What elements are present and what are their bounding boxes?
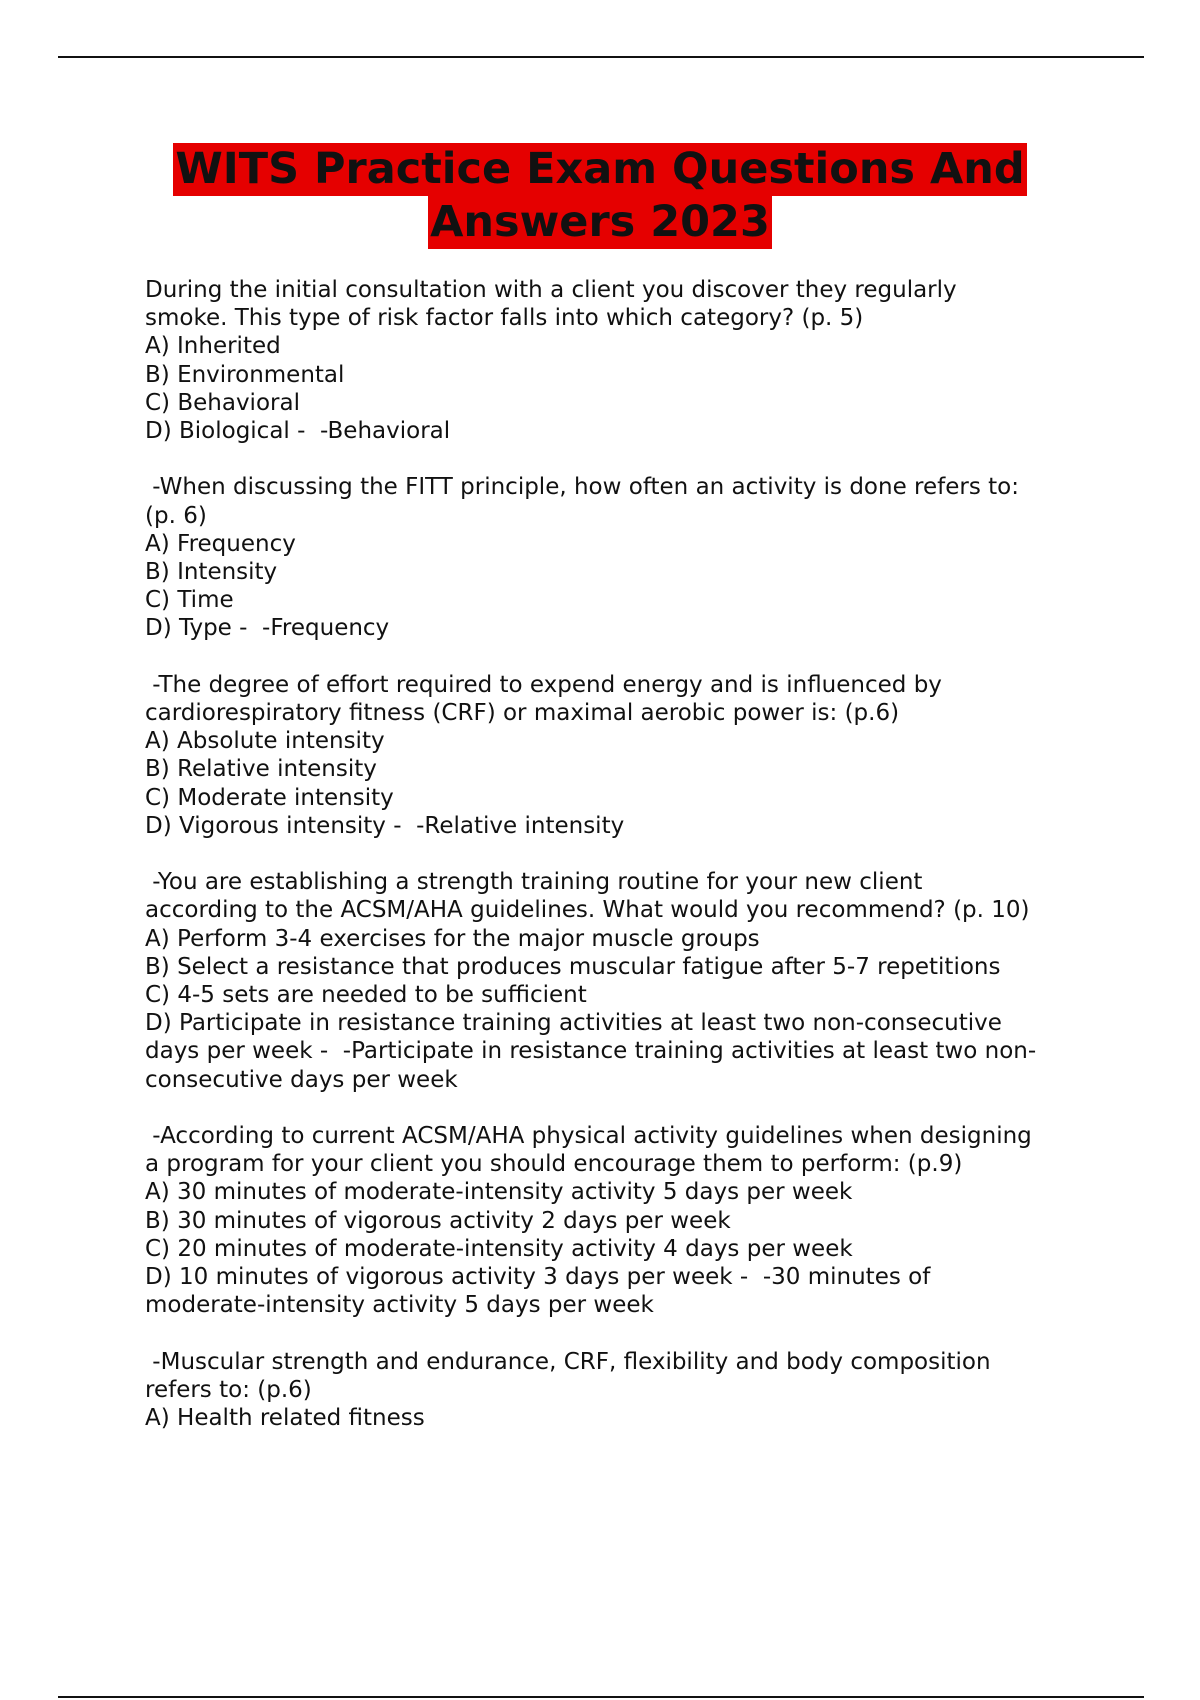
answer-option: D) Vigorous intensity - -Relative intensity <box>145 812 625 839</box>
question-text: a program for your client you should encourage them to perform: (p.9) <box>145 1151 963 1178</box>
answer-option: A) Frequency <box>145 530 296 557</box>
answer-option: D) Participate in resistance training activities at least two non-consecutive <box>145 1010 1002 1037</box>
question-text: -The degree of effort required to expend energy and is influenced by <box>145 671 942 698</box>
answer-option: moderate-intensity activity 5 days per week <box>145 1292 654 1319</box>
answer-option: D) 10 minutes of vigorous activity 3 days per week - -30 minutes of <box>145 1264 931 1291</box>
question-text: refers to: (p.6) <box>145 1376 312 1403</box>
answer-option: C) 4-5 sets are needed to be sufficient <box>145 982 587 1009</box>
bottom-rule <box>58 1696 1144 1698</box>
question-text: -You are establishing a strength training routine for your new client <box>145 869 923 896</box>
title-line-1: WITS Practice Exam Questions And <box>175 144 1025 194</box>
answer-option: B) 30 minutes of vigorous activity 2 days per week <box>145 1207 731 1234</box>
title-line-2: Answers 2023 <box>430 197 770 247</box>
question-block-4 <box>145 868 1105 1094</box>
answer-option: A) Health related fitness <box>145 1405 425 1432</box>
question-text: according to the ACSM/AHA guidelines. What would you recommend? (p. 10) <box>145 897 1030 924</box>
answer-option: C) 20 minutes of moderate-intensity activity 4 days per week <box>145 1235 853 1262</box>
question-block-3 <box>145 671 1105 840</box>
question-block-5 <box>145 1122 1105 1319</box>
answer-option: A) Inherited <box>145 333 281 360</box>
answer-option: days per week - -Participate in resistance training activities at least two non- <box>145 1038 1037 1065</box>
question-block-1 <box>145 276 1105 445</box>
answer-option: C) Moderate intensity <box>145 784 394 811</box>
question-text: cardiorespiratory fitness (CRF) or maximal aerobic power is: (p.6) <box>145 700 900 727</box>
question-text: -When discussing the FITT principle, how often an activity is done refers to: <box>145 474 1019 501</box>
answer-option: A) Absolute intensity <box>145 728 385 755</box>
answer-option: B) Select a resistance that produces muscular fatigue after 5-7 repetitions <box>145 953 1001 980</box>
question-text: -According to current ACSM/AHA physical activity guidelines when designing <box>145 1123 1032 1150</box>
answer-option: D) Biological - -Behavioral <box>145 418 451 445</box>
question-text: -Muscular strength and endurance, CRF, flexibility and body composition <box>145 1348 991 1375</box>
answer-option: B) Environmental <box>145 361 345 388</box>
question-text: (p. 6) <box>145 502 207 529</box>
top-rule <box>58 56 1144 58</box>
document-body <box>145 276 1105 1460</box>
answer-option: B) Intensity <box>145 559 278 586</box>
answer-option: B) Relative intensity <box>145 756 377 783</box>
answer-option: consecutive days per week <box>145 1066 458 1093</box>
answer-option: A) Perform 3-4 exercises for the major muscle groups <box>145 925 760 952</box>
answer-option: D) Type - -Frequency <box>145 615 390 642</box>
answer-option: C) Behavioral <box>145 389 300 416</box>
question-text: smoke. This type of risk factor falls into which category? (p. 5) <box>145 305 864 332</box>
answer-option: C) Time <box>145 587 234 614</box>
question-text: During the initial consultation with a client you discover they regularly <box>145 277 957 303</box>
question-block-2 <box>145 473 1105 642</box>
document-title <box>0 143 1200 249</box>
answer-option: A) 30 minutes of moderate-intensity activity 5 days per week <box>145 1179 853 1206</box>
question-block-6 <box>145 1348 1105 1433</box>
